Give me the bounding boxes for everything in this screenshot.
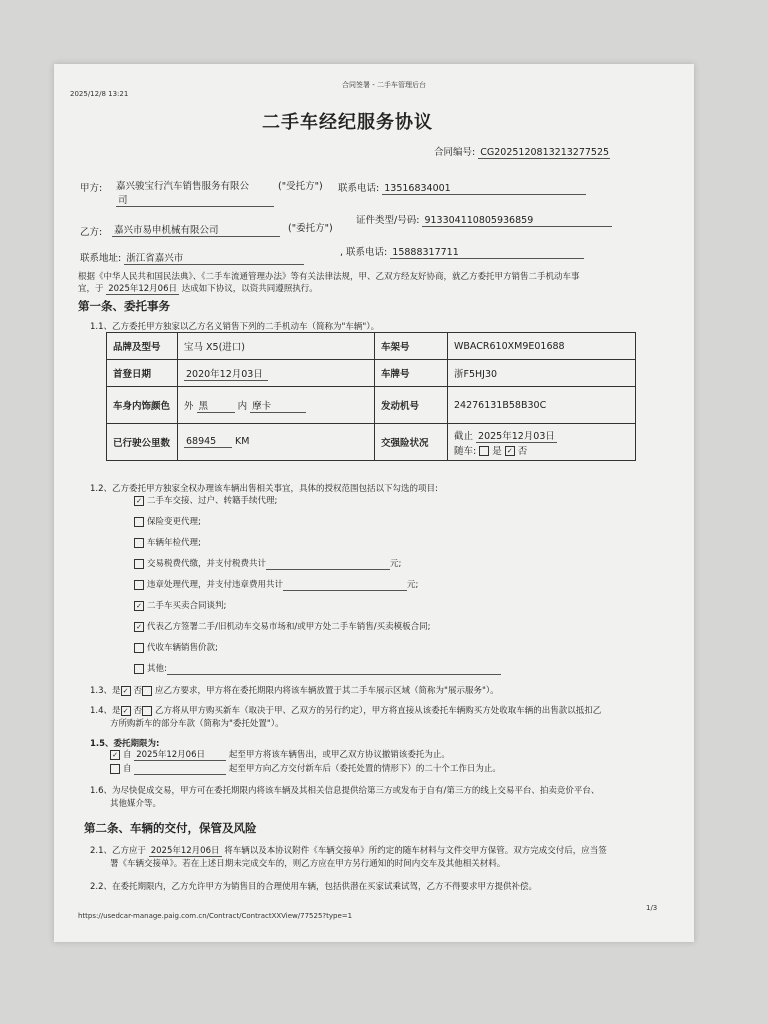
plate-label: 车牌号 [375, 360, 448, 387]
option-label: 二手车交接、过户、转籍手续代理; [147, 496, 278, 506]
section-1-title: 第一条、委托事务 [78, 299, 170, 313]
party-a-label: 甲方: [80, 183, 103, 194]
engine-label: 发动机号 [375, 387, 448, 424]
engine-value: 24276131B58B30C [448, 387, 636, 424]
item-2-1: 2.1、乙方应于 2025年12月06日 将车辆以及本协议附件《车辆交接单》所约定的随车材料与文件交甲方保管。双方完成交付后，应当签 [90, 846, 607, 856]
plate-value: 浙F5HJ30 [448, 360, 636, 387]
option-checkbox[interactable] [134, 643, 144, 653]
authorization-option: 违章处理代理，并支付违章费用共计 元; [134, 578, 418, 591]
period-1-checkbox[interactable]: ✓ [110, 750, 120, 760]
period-2: 自 起至甲方向乙方交付新车后（委托处置的情形下）的二十个工作日为止。 [110, 762, 501, 775]
intro-line1: 根据《中华人民共和国民法典》、《二手车流通管理办法》等有关法律法规，甲、乙双方经友好协商，就乙方委托甲方销售二手机动车事 [78, 272, 580, 282]
party-b-label: 乙方: [80, 227, 103, 238]
item-1-4-line2: 方所购新车的部分车款（简称为"委托处置"）。 [110, 719, 284, 729]
contract-number-label: 合同编号: [434, 147, 476, 158]
with-car-no-checkbox[interactable]: ✓ [505, 446, 515, 456]
option-label: 其他: [147, 664, 167, 674]
party-a-name: 嘉兴骏宝行汽车销售服务有限公 司 [116, 178, 274, 207]
item-1-3-yes-checkbox[interactable]: ✓ [121, 686, 131, 696]
print-app-title: 合同签署 - 二手车管理后台 [342, 81, 426, 89]
section-2-title: 第二条、车辆的交付，保管及风险 [84, 821, 257, 835]
option-label: 代收车辆销售价款; [147, 643, 218, 653]
item-1-4: 1.4、是 ✓ 否 乙方将从甲方购买新车（取决于甲、乙双方的另行约定），甲方将直接从该委托车辆购买方处收取车辆的出售款以抵扣乙 [90, 706, 602, 716]
authorization-option [134, 599, 226, 611]
party-b-phone-row: , 联系电话: 15888317711 [340, 244, 584, 259]
color-cell: 外 黑 内 摩卡 [178, 387, 375, 424]
authorization-option [134, 620, 430, 632]
authorization-option [134, 536, 201, 548]
party-a-phone-row: 联系电话: 13516834001 [338, 180, 586, 195]
option-label: 保险变更代理; [147, 517, 201, 527]
contract-title: 二手车经纪服务协议 [262, 112, 433, 133]
item-1-4-yes-checkbox[interactable]: ✓ [121, 706, 131, 716]
period-1-date: 2025年12月06日 [134, 748, 226, 761]
item-1-4-no-checkbox[interactable] [142, 706, 152, 716]
ext-color: 黑 [197, 398, 235, 413]
item-1-1: 1.1、乙方委托甲方独家以乙方名义销售下列的二手机动车（简称为"车辆"）。 [90, 322, 380, 332]
mileage-cell: 68945 KM [178, 424, 375, 461]
option-checkbox[interactable] [134, 517, 144, 527]
intro-line2: 宜，于 2025年12月06日 达成如下协议，以资共同遵照执行。 [78, 284, 318, 294]
insurance-until: 2025年12月03日 [476, 428, 557, 443]
party-b-address-row: 联系地址: 浙江省嘉兴市 [80, 250, 304, 265]
party-b-address: 浙江省嘉兴市 [124, 250, 304, 265]
option-checkbox[interactable] [134, 559, 144, 569]
item-2-2: 2.2、在委托期限内，乙方允许甲方为销售目的合理使用车辆，包括供潜在买家试乘试驾，乙方不得要求甲方提供补偿。 [90, 882, 538, 892]
print-datetime: 2025/12/8 13:21 [70, 90, 129, 98]
party-b-name-row [112, 222, 280, 237]
option-checkbox[interactable]: ✓ [134, 622, 144, 632]
party-b-role: ("委托方") [288, 223, 333, 234]
option-checkbox[interactable]: ✓ [134, 496, 144, 506]
brand-value: 宝马 X5(进口) [178, 333, 375, 360]
item-1-3: 1.3、是 ✓ 否 应乙方要求，甲方将在委托期限内将该车辆放置于其二手车展示区域（简称为"展示服务"）。 [90, 686, 499, 696]
option-checkbox[interactable] [134, 664, 144, 674]
vin-value: WBACR610XM9E01688 [448, 333, 636, 360]
authorization-option: 交易税费代缴，并支付税费共计 元; [134, 557, 401, 570]
item-2-1-date: 2025年12月06日 [150, 846, 220, 856]
intro-date: 2025年12月06日 [108, 284, 177, 294]
brand-label: 品牌及型号 [107, 333, 178, 360]
item-2-1-line2: 署《车辆交接单》。若在上述日期未完成交车的，则乙方应在甲方另行通知的时间内交车及其他相关材料。 [110, 859, 506, 869]
option-label: 违章处理代理，并支付违章费用共计 [147, 580, 284, 590]
vehicle-info-table [106, 332, 636, 461]
page-number: 1/3 [646, 904, 658, 912]
option-label: 车辆年检代理; [147, 538, 201, 548]
option-label: 二手车买卖合同谈判; [147, 601, 227, 611]
party-a-phone: 13516834001 [382, 183, 586, 195]
insurance-label: 交强险状况 [375, 424, 448, 461]
mileage-label: 已行驶公里数 [107, 424, 178, 461]
party-b-id-row: 证件类型/号码: 913304110805936859 [356, 212, 612, 227]
item-1-6-line2: 其他媒介等。 [110, 799, 162, 809]
contract-number: CG2025120813213277525 [480, 147, 610, 158]
reg-date-cell [178, 360, 375, 387]
party-a-role: ("受托方") [278, 181, 323, 192]
party-b-id: 913304110805936859 [422, 215, 612, 227]
reg-date-value: 2020年12月03日 [184, 366, 268, 381]
option-checkbox[interactable]: ✓ [134, 601, 144, 611]
with-car-yes-checkbox[interactable] [479, 446, 489, 456]
vin-label: 车架号 [375, 333, 448, 360]
party-b-phone: 15888317711 [390, 247, 584, 259]
item-1-6-line1: 1.6、为尽快促成交易，甲方可在委托期限内将该车辆及其相关信息提供给第三方或发布于自有/第三方的线上交易平台、拍卖竞价平台、 [90, 786, 600, 796]
party-b-name: 嘉兴市易申机械有限公司 [112, 222, 280, 237]
option-label: 代表乙方签署二手/旧机动车交易市场和/或甲方处二手车销售/买卖模板合同; [147, 622, 431, 632]
authorization-option [134, 641, 218, 653]
option-label: 交易税费代缴，并支付税费共计 [147, 559, 267, 569]
item-1-3-no-checkbox[interactable] [142, 686, 152, 696]
option-checkbox[interactable] [134, 580, 144, 590]
authorization-option [134, 494, 277, 506]
contract-page [54, 64, 694, 942]
option-checkbox[interactable] [134, 538, 144, 548]
reg-date-label: 首登日期 [107, 360, 178, 387]
authorization-option [134, 662, 501, 675]
insurance-cell: 截止 2025年12月03日 随车: 是 ✓ 否 [448, 424, 636, 461]
period-2-checkbox[interactable] [110, 764, 120, 774]
item-1-5: 1.5、委托期限为: [90, 739, 160, 749]
mileage-value: 68945 [184, 436, 232, 448]
item-1-2: 1.2、乙方委托甲方独家全权办理该车辆出售相关事宜，具体的授权范围包括以下勾选的项目: [90, 484, 438, 494]
period-1: ✓ 自 2025年12月06日 起至甲方将该车辆售出，或甲乙双方协议撤销该委托为止。 [110, 748, 450, 761]
authorization-option [134, 515, 201, 527]
contract-number-row [434, 144, 610, 159]
page-url[interactable]: https://usedcar-manage.paig.com.cn/Contract/ContractXXView/77525?type=1 [78, 912, 353, 920]
color-label: 车身内饰颜色 [107, 387, 178, 424]
int-color: 摩卡 [250, 398, 306, 413]
